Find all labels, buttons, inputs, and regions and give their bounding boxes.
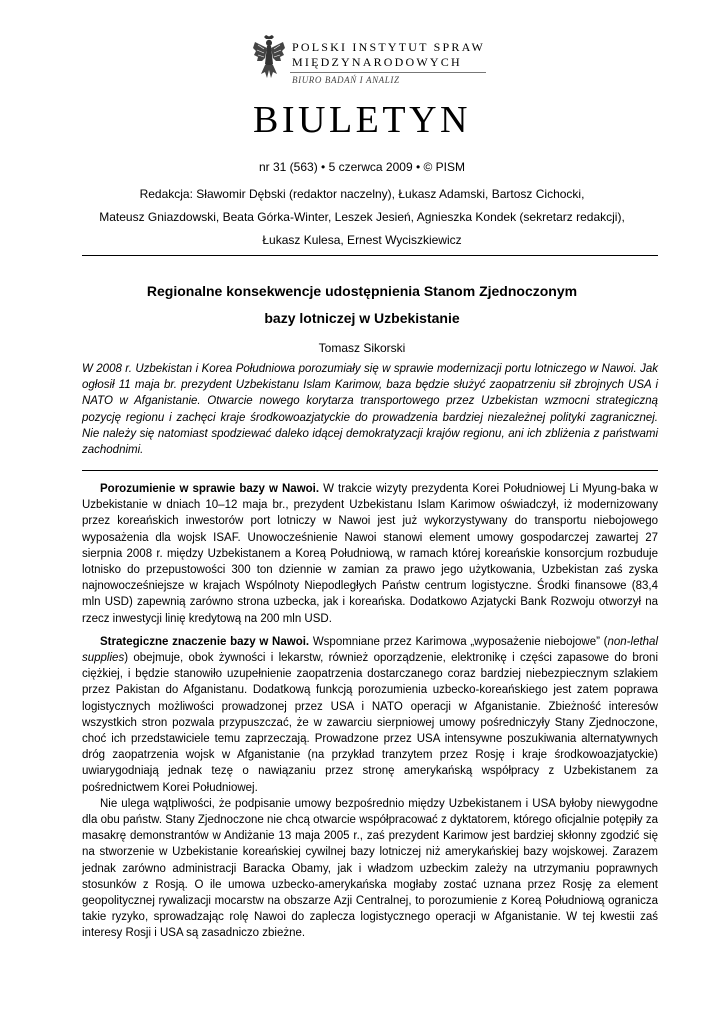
section-heading-1: Porozumienie w sprawie bazy w Nawoi. <box>100 483 320 495</box>
paragraph-2 <box>82 634 658 796</box>
header-divider <box>82 255 658 256</box>
institute-logo <box>252 34 492 94</box>
paragraph-text: ) obejmuje, obok żywności i lekarstw, również oporządzenie, elektronikę i części zapasowe do broni ciężkiej, i będzie stanowiło uzupełnienie zaopatrzenia dostarczanego coraz bardziej niebezpiecznym szlakiem przez Pakistan do Afganistanu. Dodatkową funkcją porozumienia uzbecko-koreańskiego jest zatem poprawa logistycznych możliwości prowadzonej przez USA i NATO operacji w Afganistanie. Zbieżność interesów wszystkich stron pozwala przypuszczać, że w zawarciu sierpniowej umowy pośredniczyły Stany Zjednoczone, choć ich przedstawiciele temu zaprzeczają. Prowadzone przez USA intensywne poszukiwania alternatywnych dróg zaopatrzenia wojsk w Afganistanie (na przykład tranzytem przez Rosję i kraje środkowoazjatyckie) uwiarygodniają jednak tezę o nawiązaniu przez stronę amerykańską współpracy z Uzbekistanem za pośrednictwem Korei Południowej. <box>82 652 658 794</box>
logo-divider <box>290 72 486 73</box>
institute-name-line2: MIĘDZYNARODOWYCH <box>292 55 462 69</box>
paragraph-text: Wspomniane przez Karimowa „wyposażenie niebojowe” ( <box>309 635 608 648</box>
institute-name-line1: POLSKI INSTYTUT SPRAW <box>292 40 486 54</box>
editors-line: Redakcja: Sławomir Dębski (redaktor naczelny), Łukasz Adamski, Bartosz Cichocki, <box>139 187 585 201</box>
institute-subtitle: BIURO BADAŃ I ANALIZ <box>292 75 400 85</box>
publication-title: BIULETYN <box>253 99 471 141</box>
section-heading-2: Strategiczne znaczenie bazy w Nawoi. <box>100 635 310 648</box>
article-author: Tomasz Sikorski <box>318 341 406 355</box>
eagle-emblem-icon <box>252 34 286 80</box>
article-abstract: W 2008 r. Uzbekistan i Korea Południowa porozumiały się w sprawie modernizacji portu lotniczego w Nawoi. Jak ogłosił 11 maja br. prezydent Uzbekistanu Islam Karimow, baza będzie służyć zaopatrzeniu sił zbrojnych USA i NATO w Afganistanie. Otwarcie nowego korytarza transportowego przez Uzbekistan wzmocni strategiczną pozycję regionu i zachęci kraje środkowoazjatyckie do prowadzenia bardziej niezależnej polityki zagranicznej. Nie należy się natomiast spodziewać daleko idącej demokratyzacji krajów regionu, ani ich zbliżenia z państwami zachodnimi. <box>82 363 658 457</box>
paragraph-text: W trakcie wizyty prezydenta Korei Południowej Li Myung-baka w Uzbekistanie w dniach 10–12 maja br., prezydent Uzbekistanu Islam Karimow oświadczył, iż modernizowany przez koreańskich inwestorów port lotniczy w Nawoi jest już wykorzystywany do transportu niebojowego wyposażenia dla wojsk ISAF. Unowocześnienie Nawoi stanowi element umowy gospodarczej zawartej 27 sierpnia 2008 r. między Uzbekistanem a Koreą Południową, w ramach której koreańskie konsorcjum rozbuduje lotnisko do przepustowości 300 ton dziennie w zamian za prawo jego użytkowania, Uzbekistan zaś zyska najnowocześniejsze w krajach Wspólnoty Niepodległych Państw centrum logistyczne. Środki finansowe (83,4 mln USD) zapewnią zarówno strona uzbecka, jak i koreańska. Dodatkowo Azjatycki Bank Rozwoju otworzył na rzecz inwestycji linię kredytową na 200 mln USD. <box>82 483 658 625</box>
article-title-line1: Regionalne konsekwencje udostępnienia Stanom Zjednoczonym <box>146 283 578 299</box>
editors-line: Mateusz Gniazdowski, Beata Górka-Winter, Leszek Jesień, Agnieszka Kondek (sekretarz redakcji), <box>99 210 625 224</box>
paragraph-1 <box>82 481 658 627</box>
article-body <box>82 474 658 942</box>
paragraph-3: Nie ulega wątpliwości, że podpisanie umowy bezpośrednio między Uzbekistanem i USA byłoby niewygodne dla obu państw. Stany Zjednoczone nie chcą otwarcie współpracować z dyktatorem, którego oficjalnie potępiły za masakrę demonstrantów w Andiżanie 13 maja 2005 r., zaś prezydent Karimow jest bardziej skłonny zgodzić się na stworzenie w Uzbekistanie koreańskiej cywilnej bazy lotniczej niż amerykańskiej bazy wojskowej. Zarazem jednak zarówno administracji Baracka Obamy, jak i władzom uzbeckim zależy na utrzymaniu poprawnych stosunków z Rosją. O ile umowa uzbecko-amerykańska mogłaby zostać uznana przez Rosję za element geopolitycznej rywalizacji mocarstw na obszarze Azji Centralnej, to porozumienie z Koreą Południową ogranicza takie ryzyko, sprowadzając rolę Nawoi do zaplecza logistycznego operacji w Afganistanie. W tej kwestii zaś interesy Rosji i USA są zasadniczo zbieżne. <box>82 797 658 940</box>
editors-line: Łukasz Kulesa, Ernest Wyciszkiewicz <box>262 233 462 247</box>
italic-term: non-lethal supplies <box>82 635 659 665</box>
editorial-board <box>60 183 664 252</box>
article-title <box>60 278 664 332</box>
issue-info: nr 31 (563) • 5 czerwca 2009 • © PISM <box>259 160 465 174</box>
abstract-divider <box>82 470 658 471</box>
article-title-line2: bazy lotniczej w Uzbekistanie <box>264 310 460 326</box>
